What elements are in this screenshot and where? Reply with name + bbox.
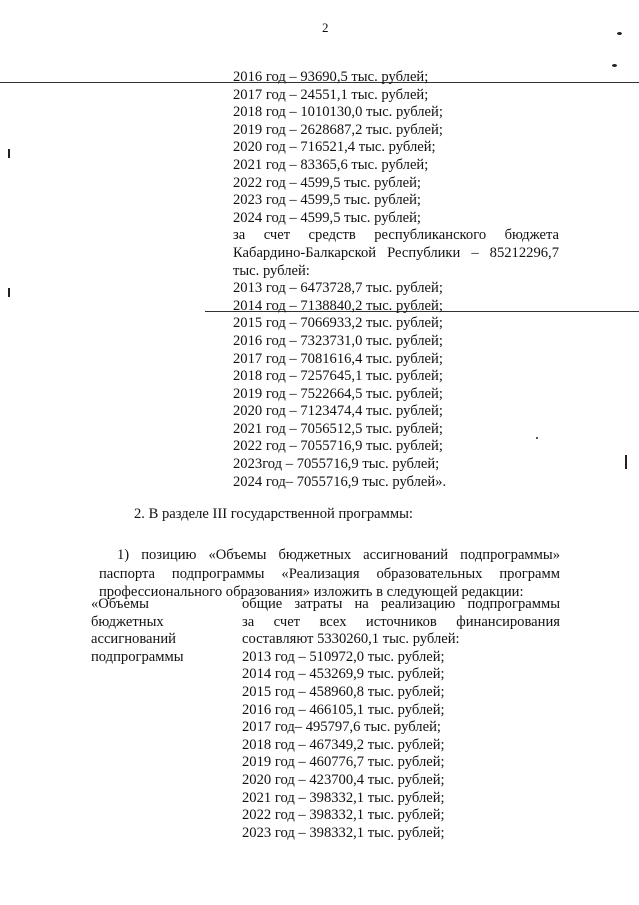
subprogram-row: 2021 год – 398332,1 тыс. рублей; [242, 789, 445, 806]
subprogram-row: 2019 год – 460776,7 тыс. рублей; [242, 754, 445, 771]
regional-row: 2013 год – 6473728,7 тыс. рублей; [233, 280, 443, 297]
funding-list [233, 69, 559, 491]
funding-row: 2016 год – 93690,5 тыс. рублей; [233, 69, 429, 85]
section-heading: 2. В разделе III государственной программы: [134, 506, 413, 522]
table-left-column [91, 596, 211, 666]
table-left-line: ассигнований [91, 631, 176, 647]
scan-margin-mark [625, 455, 627, 469]
funding-row: 2020 год – 716521,4 тыс. рублей; [233, 139, 436, 156]
regional-budget-line: тыс. рублей: [233, 262, 310, 279]
funding-row: 2018 год – 1010130,0 тыс. рублей; [233, 104, 443, 121]
table-intro-line: общие затраты на реализацию подпрограммы [242, 596, 560, 612]
funding-row: 2022 год – 4599,5 тыс. рублей; [233, 174, 421, 191]
regional-row: 2019 год – 7522664,5 тыс. рублей; [233, 385, 443, 402]
regional-row: 2021 год – 7056512,5 тыс. рублей; [233, 420, 443, 437]
item-1-line: паспорта подпрограммы «Реализация образовательных программ [99, 565, 560, 582]
regional-budget-line: Кабардино-Балкарской Республики – 85212296,7 [233, 244, 559, 261]
table-intro-line: составляют 5330260,1 тыс. рублей: [242, 631, 460, 648]
subprogram-row: 2015 год – 458960,8 тыс. рублей; [242, 683, 445, 700]
regional-budget-line: за счет средств республиканского бюджета [233, 227, 559, 244]
scan-margin-mark [8, 149, 10, 158]
item-1-paragraph [99, 546, 560, 602]
scan-speck [612, 64, 617, 67]
page-number: 2 [322, 20, 329, 35]
item-1-line: 1) позицию «Объемы бюджетных ассигнований подпрограммы» [117, 547, 560, 563]
table-left-line: подпрограммы [91, 648, 184, 665]
regional-row: 2022 год – 7055716,9 тыс. рублей; [233, 438, 443, 455]
table-right-column [242, 596, 560, 842]
scan-margin-mark [8, 288, 10, 297]
regional-row: 2017 год – 7081616,4 тыс. рублей; [233, 350, 443, 367]
funding-row: 2024 год – 4599,5 тыс. рублей; [233, 209, 421, 226]
regional-row: 2016 год – 7323731,0 тыс. рублей; [233, 332, 443, 349]
regional-row: 2023год – 7055716,9 тыс. рублей; [233, 456, 440, 473]
funding-row: 2019 год – 2628687,2 тыс. рублей; [233, 121, 443, 138]
subprogram-row: 2018 год – 467349,2 тыс. рублей; [242, 736, 445, 753]
subprogram-row: 2020 год – 423700,4 тыс. рублей; [242, 771, 445, 788]
subprogram-row: 2013 год – 510972,0 тыс. рублей; [242, 648, 445, 665]
regional-row: 2024 год– 7055716,9 тыс. рублей». [233, 473, 447, 490]
table-intro-line: за счет всех источников финансирования [242, 613, 560, 630]
subprogram-row: 2022 год – 398332,1 тыс. рублей; [242, 807, 445, 824]
subprogram-row: 2023 год – 398332,1 тыс. рублей; [242, 824, 445, 841]
regional-row: 2015 год – 7066933,2 тыс. рублей; [233, 315, 443, 332]
scan-speck [617, 32, 622, 35]
regional-row: 2018 год – 7257645,1 тыс. рублей; [233, 368, 443, 385]
table-left-line: бюджетных [91, 613, 164, 630]
item-1-line: профессионального образования» изложить в следующей редакции: [99, 584, 524, 600]
regional-row: 2014 год – 7138840,2 тыс. рублей; [233, 297, 443, 314]
funding-row: 2017 год – 24551,1 тыс. рублей; [233, 86, 429, 103]
funding-row: 2021 год – 83365,6 тыс. рублей; [233, 156, 429, 173]
subprogram-row: 2017 год– 495797,6 тыс. рублей; [242, 719, 441, 736]
regional-row: 2020 год – 7123474,4 тыс. рублей; [233, 403, 443, 420]
subprogram-row: 2016 год – 466105,1 тыс. рублей; [242, 701, 445, 718]
table-left-line: «Объемы [91, 596, 149, 612]
subprogram-row: 2014 год – 453269,9 тыс. рублей; [242, 666, 445, 683]
funding-row: 2023 год – 4599,5 тыс. рублей; [233, 192, 421, 209]
